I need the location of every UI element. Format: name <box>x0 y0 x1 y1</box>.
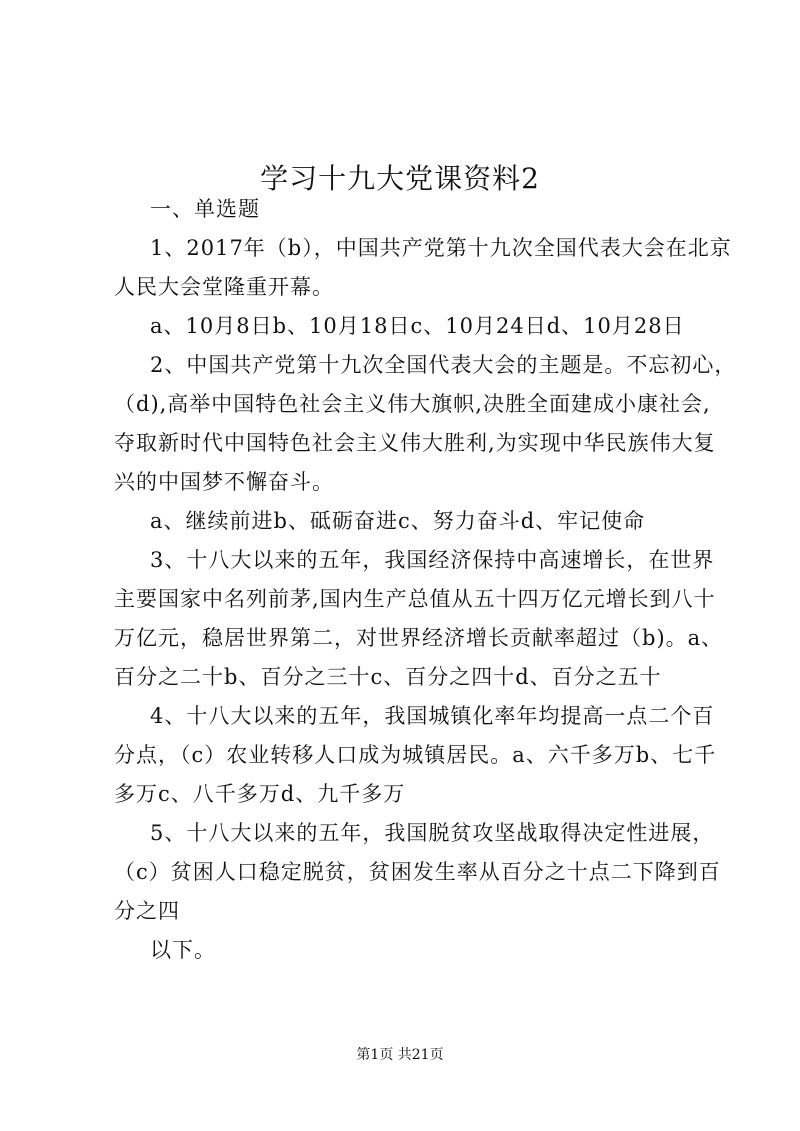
question-4-line-2: 分点，（c）农业转移人口成为城镇居民。a、六千多万b、七千 <box>114 743 717 767</box>
question-2-line-3: 夺取新时代中国特色社会主义伟大胜利,为实现中华民族伟大复 <box>114 431 716 455</box>
question-5-line-3: 分之四 <box>114 899 180 923</box>
page-footer: 第1页 共21页 <box>356 1047 444 1063</box>
question-5-line-4: 以下。 <box>150 938 216 962</box>
body-text-block <box>114 190 737 970</box>
question-1-options: a、10月8日b、10月18日c、10月24日d、10月28日 <box>150 314 685 338</box>
document-body <box>114 190 737 970</box>
document-title: 学习十九大党课资料2 <box>260 161 540 195</box>
question-2-line-1: 2、中国共产党第十九次全国代表大会的主题是。不忘初心， <box>150 353 737 377</box>
section-heading: 一、单选题 <box>150 197 260 221</box>
question-5-line-2: （c）贫困人口稳定脱贫，贫困发生率从百分之十点二下降到百 <box>114 860 721 884</box>
question-2-options: a、继续前进b、砥砺奋进c、努力奋斗d、牢记使命 <box>150 509 646 533</box>
question-5-line-1: 5、十八大以来的五年，我国脱贫攻坚战取得决定性进展， <box>150 821 715 845</box>
question-3-line-1: 3、十八大以来的五年，我国经济保持中高速增长，在世界 <box>150 548 715 572</box>
question-2-line-4: 兴的中国梦不懈奋斗。 <box>114 470 334 494</box>
question-3-line-3: 万亿元，稳居世界第二，对世界经济增长贡献率超过（b)。a、 <box>114 626 724 650</box>
question-4-line-1: 4、十八大以来的五年，我国城镇化率年均提高一点二个百 <box>150 704 715 728</box>
question-3-line-4: 百分之二十b、百分之三十c、百分之四十d、百分之五十 <box>114 665 662 689</box>
question-1-line-1: 1、2017年（b），中国共产党第十九次全国代表大会在北京 <box>150 236 732 260</box>
question-1-line-2: 人民大会堂隆重开幕。 <box>114 275 334 299</box>
question-2-line-2: （d),高举中国特色社会主义伟大旗帜,决胜全面建成小康社会, <box>114 392 711 416</box>
question-4-line-3: 多万c、八千多万d、九千多万 <box>114 782 406 806</box>
question-3-line-2: 主要国家中名列前茅,国内生产总值从五十四万亿元增长到八十 <box>114 587 716 611</box>
